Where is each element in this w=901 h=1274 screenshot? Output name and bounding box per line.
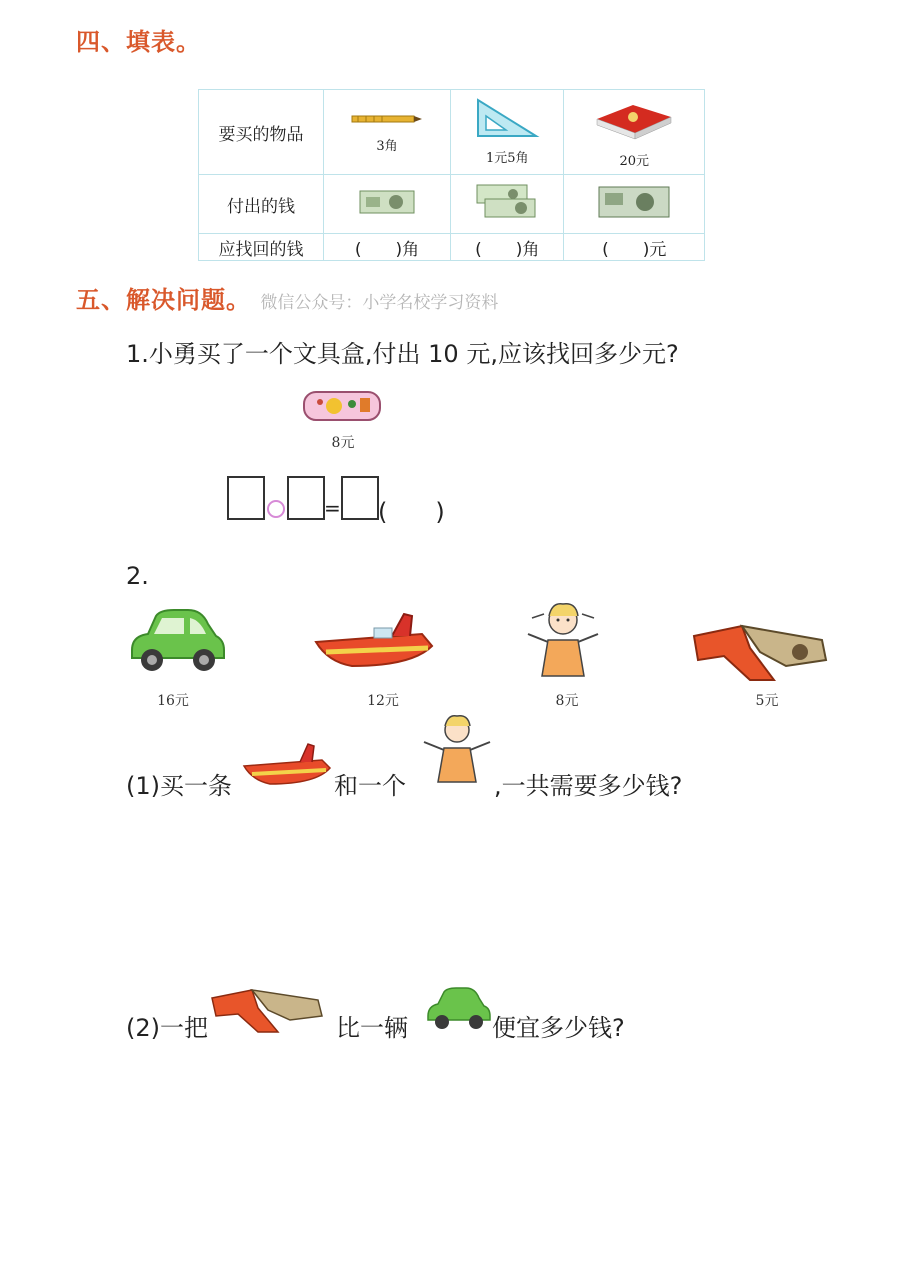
set-square-icon — [474, 98, 540, 138]
sub-question-1-part3: ,一共需要多少钱? — [494, 772, 683, 800]
item-ruler-cell — [324, 90, 451, 175]
row-label-item: 要买的物品 — [199, 90, 324, 175]
paid-cell-1 — [324, 175, 451, 234]
sub-question-2-part1: (2)一把 — [126, 1014, 208, 1042]
price-car: 16元 — [157, 693, 189, 709]
gun-small-icon — [210, 984, 328, 1034]
answer-cell-3[interactable]: ( )元 — [564, 234, 705, 261]
operator-circle[interactable] — [267, 500, 285, 518]
section-5-title-row — [76, 280, 498, 315]
sub-question-2-part3: 便宜多少钱? — [492, 1014, 625, 1042]
car-small-icon — [424, 986, 492, 1032]
row-label-paid: 付出的钱 — [199, 175, 324, 234]
fill-table — [198, 89, 705, 261]
answer-box-1[interactable] — [227, 476, 265, 520]
item-triangle-cell — [451, 90, 564, 175]
price-gun: 5元 — [755, 693, 779, 709]
watermark: 微信公众号：小学名校学习资料 — [260, 293, 499, 313]
banknote-icon — [358, 187, 416, 217]
doll-small-icon — [420, 712, 494, 788]
price-pencil: 3角 — [376, 138, 398, 154]
banknotes-icon — [475, 183, 539, 221]
q1-price: 8元 — [331, 435, 355, 451]
question-2-label: 2. — [126, 562, 149, 590]
question-1-text: 1.小勇买了一个文具盒,付出 10 元,应该找回多少元? — [126, 340, 679, 368]
section-4-title: 四、填表。 — [76, 28, 201, 56]
answer-cell-1[interactable]: ( )角 — [324, 234, 451, 261]
gun-icon — [690, 616, 834, 682]
answer-box-2[interactable] — [287, 476, 325, 520]
sub-question-1-part2: 和一个 — [334, 772, 406, 800]
row-label-change: 应找回的钱 — [199, 234, 324, 261]
paid-cell-2 — [451, 175, 564, 234]
banknote-50-icon — [597, 185, 671, 219]
price-boat: 12元 — [367, 693, 399, 709]
price-book: 20元 — [619, 154, 649, 169]
answer-cell-2[interactable]: ( )角 — [451, 234, 564, 261]
paid-cell-3 — [564, 175, 705, 234]
boat-icon — [312, 606, 438, 676]
sub-question-2-part2: 比一辆 — [336, 1014, 408, 1042]
pencil-box-icon — [300, 386, 386, 430]
unit-paren[interactable]: ( ) — [378, 498, 445, 526]
pencil-icon — [350, 112, 424, 126]
doll-icon — [522, 600, 604, 684]
price-doll: 8元 — [555, 693, 579, 709]
boat-small-icon — [242, 740, 334, 788]
book-stack-icon — [593, 95, 675, 141]
equals-sign: = — [324, 496, 341, 520]
price-triangle: 1元5角 — [485, 151, 529, 166]
section-5-title: 五、解决问题。 — [76, 286, 251, 314]
car-icon — [124, 606, 228, 676]
answer-box-3[interactable] — [341, 476, 379, 520]
sub-question-1-part1: (1)买一条 — [126, 772, 232, 800]
item-book-cell — [564, 90, 705, 175]
